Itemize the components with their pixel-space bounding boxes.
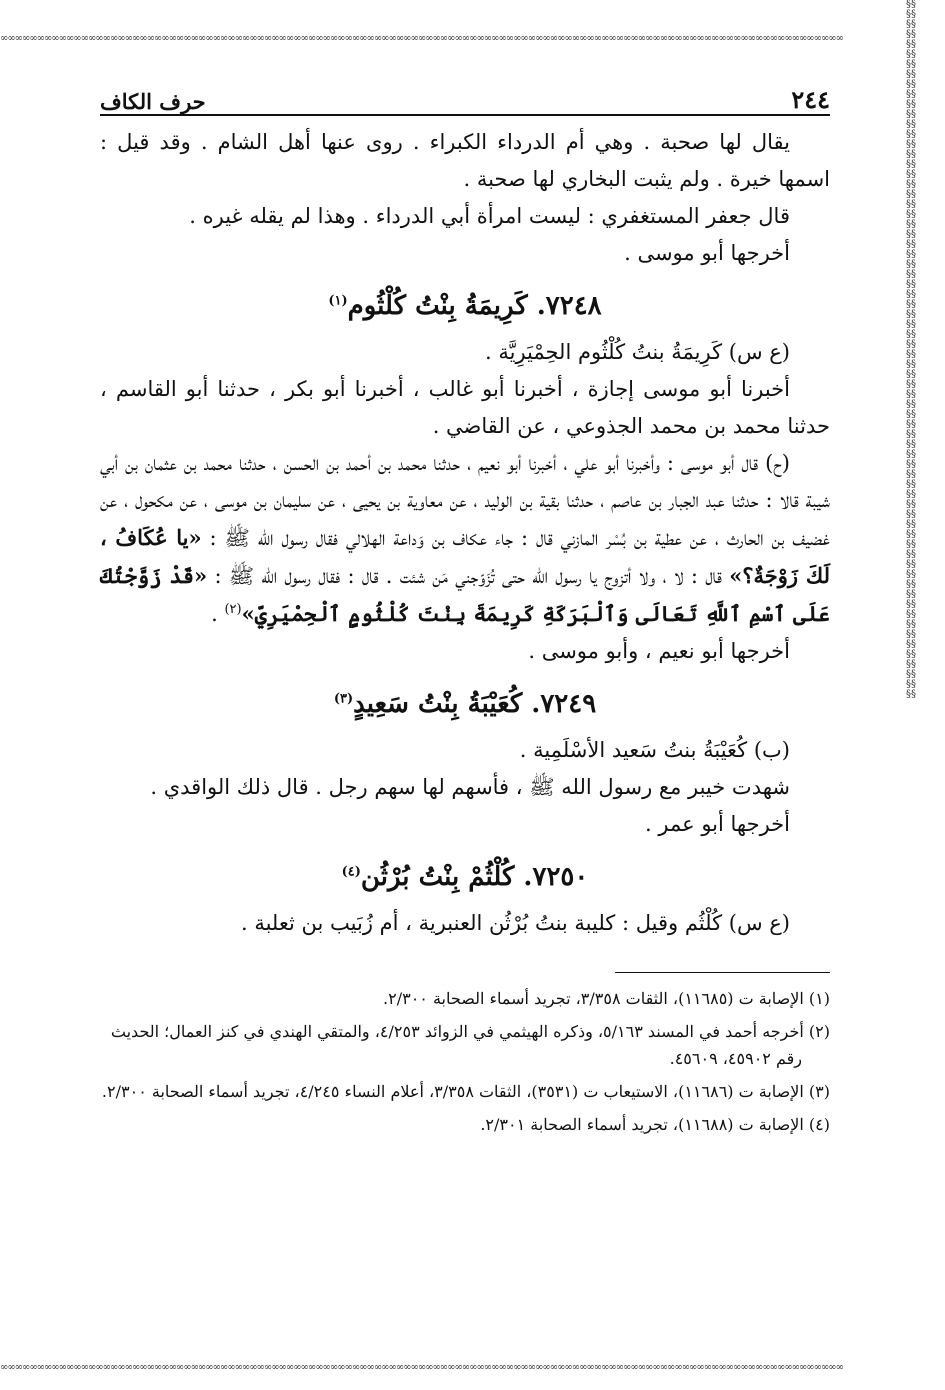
isnad-paragraph: أخبرنا أبو موسى إجازة ، أخبرنا أبو غالب ، أخبرنا أبو بكر ، حدثنا أبو القاسم ، حدثنا محمد بن محمد الجذوعي ، عن القاضي .: [100, 377, 830, 438]
footnote: (١) الإصابة ت (١١٦٨٥)، الثقات ٣/٣٥٨، تجريد أسماء الصحابة ٢/٣٠٠.: [383, 989, 830, 1008]
hadith-quote: «قَدْ زَوَّجْتُكَ عَلَى ٱسْمِ ٱللَّهِ تَعَالَى وَٱلْبَرَكَةِ كَرِيمَةَ بِنْتَ كُلْثُومٍ ٱلْحِمْيَرِيِّ»: [100, 563, 830, 626]
right-border-ornament: §§§§§§§§§§§§§§§§§§§§§§§§§§§§§§§§§§§§§§§§§§§§§§§§§§§§§§§§§§§§§§§§§§§§§§§§§§§§§§§§§§§§§§§§§§§§§§§§§§§§§§§§§§§§§§§§§§§§§§§§§§§§§§§§§§§§§§§§§§§§: [906, 0, 916, 700]
footnote-ref: (٤): [341, 864, 361, 880]
bottom-border-ornament: ∞∞∞∞∞∞∞∞∞∞∞∞∞∞∞∞∞∞∞∞∞∞∞∞∞∞∞∞∞∞∞∞∞∞∞∞∞∞∞∞∞∞∞∞∞∞∞∞∞∞∞∞∞∞∞∞∞∞∞∞∞∞∞∞∞∞∞∞∞∞∞∞∞∞∞∞∞∞∞∞∞∞∞∞∞∞∞∞∞∞∞∞∞∞∞∞∞∞∞∞∞∞∞∞∞∞∞∞∞∞∞∞∞∞∞: [0, 1363, 843, 1373]
entry-source: أخرجها أبو نعيم ، وأبو موسى .: [528, 639, 790, 663]
entry-heading: ٧٢٤٩. كُعَيْبَةُ بِنْتُ سَعِيدٍ$^{(٣)}$: [333, 689, 597, 719]
entry-paragraph: شهدت خيبر مع رسول الله ﷺ ، فأسهم لها سهم رجل . قال ذلك الواقدي .: [150, 775, 790, 799]
main-text: [100, 124, 830, 942]
hadith-paragraph: (ح) قال أبو موسى : وأخبرنا أبو علي ، أخبرنا أبو نعيم ، حدثنا محمد بن أحمد بن الحسن ، حدثنا محمد بن عثمان بن أبي شيبة قالا : حدثنا عبد الجبار بن عاصم ، حدثنا بقية بن الوليد ، عن معاوية بن يحيى ، عن سليمان بن موسى ، عن مكحول ، عن غضيف بن الحارث ، عن عطية بن بُسْر المازني قال : جاء عكاف بن وَداعة الهلالي فقال رسول الله ﷺ : «يا عُكَافُ ، لَكَ زَوْجَةٌ؟» قال : لا ، ولا أتزوج يا رسول الله حتى تُزَوّجني مَن شئت . قال : فقال رسول الله ﷺ : «قَدْ زَوَّجْتُكَ عَلَى ٱسْمِ ٱللَّهِ تَعَالَى وَٱلْبَرَكَةِ كَرِيمَةَ بِنْتَ كُلْثُومٍ ٱلْحِمْيَرِيِّ»$^{(٢)}$ .: [100, 451, 830, 626]
footnote-ref: (٢): [224, 602, 242, 617]
footnotes: [100, 985, 830, 1138]
entry-source: أخرجها أبو عمر .: [645, 812, 790, 836]
footnote-ref: (٣): [333, 691, 354, 707]
page: [100, 80, 830, 1144]
page-number: ٢٤٤: [791, 85, 830, 114]
entry-intro: (ع س) كُلْثُم وقيل : كليبة بنتُ بُرْثُن العنبرية ، أم زُبَيب بن ثعلبة .: [240, 911, 790, 935]
top-border-ornament: ∞∞∞∞∞∞∞∞∞∞∞∞∞∞∞∞∞∞∞∞∞∞∞∞∞∞∞∞∞∞∞∞∞∞∞∞∞∞∞∞∞∞∞∞∞∞∞∞∞∞∞∞∞∞∞∞∞∞∞∞∞∞∞∞∞∞∞∞∞∞∞∞∞∞∞∞∞∞∞∞∞∞∞∞∞∞∞∞∞∞∞∞∞∞∞∞∞∞∞∞∞∞∞∞∞∞∞∞∞∞∞∞∞∞∞: [0, 34, 843, 44]
footnote: (٣) الإصابة ت (١١٦٨٦)، الاستيعاب ت (٣٥٣١)، الثقات ٣/٣٥٨، أعلام النساء ٤/٢٤٥، تجريد أسماء الصحابة ٢/٣٠٠.: [101, 1082, 830, 1101]
intro-source: أخرجها أبو موسى .: [624, 241, 790, 265]
page-header: [100, 80, 830, 116]
intro-paragraph: قال جعفر المستغفري : ليست امرأة أبي الدرداء . وهذا لم يقله غيره .: [189, 204, 790, 228]
footnote-separator: [615, 972, 830, 973]
footnote-ref: (١): [328, 293, 348, 309]
entry-heading: ٧٢٥٠. كُلْثُمْ بِنْتُ بُرْثُن$^{(٤)}$: [341, 862, 589, 892]
entry-intro: (ع س) كَرِيمَةُ بنتُ كُلْثُوم الحِمْيَرِيَّة .: [484, 340, 790, 364]
entry-heading: ٧٢٤٨. كَرِيمَةُ بِنْتُ كُلْثُوم$^{(١)}$: [328, 291, 602, 321]
hadith-quote: «يا عُكَافُ ، لَكَ زَوْجَةٌ؟»: [100, 525, 830, 588]
entry-intro: (ب) كُعَيْبَةُ بنتُ سَعيد الأسْلَمِية .: [519, 738, 790, 762]
footnote: (٤) الإصابة ت (١١٦٨٨)، تجريد أسماء الصحابة ٢/٣٠١.: [480, 1115, 830, 1134]
footnote: (٢) أخرجه أحمد في المسند ٥/١٦٣، وذكره الهيثمي في الزوائد ٤/٢٥٣، والمتقي الهندي في كنز العمال؛ الحديث رقم ٤٥٩٠٢، ٤٥٦٠٩.: [110, 1022, 830, 1068]
intro-paragraph: يقال لها صحبة . وهي أم الدرداء الكبراء . روى عنها أهل الشام . وقد قيل : اسمها خيرة . ولم يثبت البخاري لها صحبة .: [100, 130, 830, 191]
running-title: حرف الكاف: [100, 89, 206, 114]
